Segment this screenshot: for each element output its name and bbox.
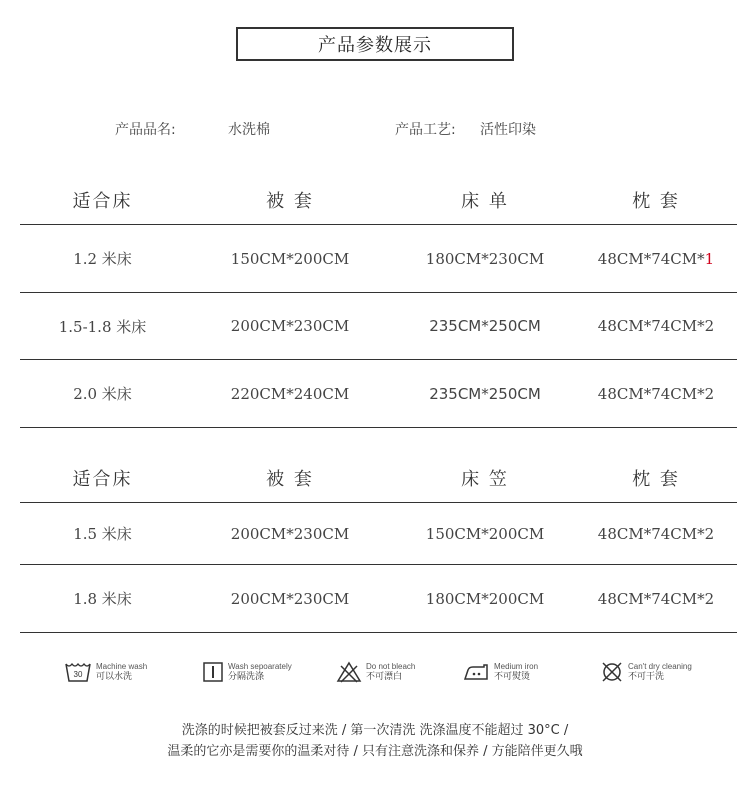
- duvet-size-cell: 150CM*200CM: [230, 249, 350, 268]
- pillowcase-size-cell: 48CM*74CM*2: [597, 589, 715, 608]
- care-cn-label: 不可漂白: [366, 672, 403, 682]
- pillowcase-size-cell: 48CM*74CM*2: [597, 524, 715, 543]
- care-note-line-1: 洗涤的时候把被套反过来洗 / 第一次清洗 洗涤温度不能超过 30°C /: [181, 723, 569, 738]
- table-header-row: [20, 454, 737, 503]
- table-row: [20, 360, 737, 428]
- duvet-size-cell: 200CM*230CM: [230, 589, 350, 608]
- medium-iron-icon: [462, 661, 490, 683]
- product-craft-label: 产品工艺:: [395, 122, 456, 138]
- wash-separately-icon: [202, 661, 224, 683]
- sheet-size-cell: 235CM*250CM: [429, 384, 541, 403]
- table-header-row: [20, 176, 737, 225]
- duvet-size-cell: 200CM*230CM: [230, 524, 350, 543]
- pillowcase-size-cell: 48CM*74CM*2: [597, 384, 715, 403]
- bed-size-cell: 1.5 米床: [73, 525, 132, 543]
- care-no-dry-cleaning: [600, 655, 692, 689]
- care-cn-label: 可以水洗: [96, 672, 133, 682]
- no-dry-cleaning-icon: [600, 660, 624, 684]
- size-table-1: [20, 176, 737, 428]
- sheet-size-cell: 235CM*250CM: [429, 317, 541, 335]
- svg-text:30: 30: [73, 670, 83, 679]
- care-cn-label: 不可干洗: [628, 672, 665, 682]
- care-medium-iron: [462, 655, 538, 689]
- duvet-size-cell: 220CM*240CM: [230, 384, 350, 403]
- header-bed-sheet: 床 单: [461, 191, 509, 212]
- header-fitted-sheet: 床 笠: [461, 469, 509, 490]
- care-en-label: Wash sepoarately: [228, 662, 292, 671]
- care-do-not-bleach: [336, 655, 415, 689]
- header-duvet-cover: 被 套: [266, 469, 314, 490]
- page-title: 产品参数展示: [236, 27, 514, 61]
- care-machine-wash: [64, 655, 147, 689]
- do-not-bleach-icon: [336, 660, 362, 684]
- pillowcase-count: 1: [704, 249, 715, 268]
- care-en-label: Machine wash: [96, 662, 148, 671]
- bed-size-cell: 1.2 米床: [73, 250, 132, 268]
- header-pillowcase: 枕 套: [632, 469, 680, 490]
- product-craft-value: 活性印染: [480, 122, 536, 138]
- table-row: [20, 565, 737, 633]
- table-row: [20, 503, 737, 565]
- care-cn-label: 不可熨烫: [494, 672, 531, 682]
- duvet-size-cell: 200CM*230CM: [230, 317, 350, 335]
- pillowcase-size-cell: [575, 225, 737, 292]
- product-name-value: 水洗棉: [228, 122, 270, 138]
- table-row: [20, 225, 737, 293]
- sheet-size-cell: 180CM*230CM: [425, 249, 545, 268]
- header-bed-size: 适合床: [72, 191, 133, 212]
- product-name-label: 产品品名:: [115, 122, 176, 138]
- header-duvet-cover: 被 套: [266, 191, 314, 212]
- header-bed-size: 适合床: [72, 469, 133, 490]
- bed-size-cell: 1.8 米床: [73, 590, 132, 608]
- pillowcase-size-cell: 48CM*74CM*2: [597, 317, 715, 335]
- fitted-sheet-size-cell: 150CM*200CM: [425, 524, 545, 543]
- care-en-label: Do not bleach: [366, 662, 416, 671]
- care-note-line-2: 温柔的它亦是需要你的温柔对待 / 只有注意洗涤和保养 / 方能陪伴更久哦: [167, 744, 583, 759]
- header-pillowcase: 枕 套: [632, 191, 680, 212]
- care-wash-separately: [202, 655, 292, 689]
- bed-size-cell: 2.0 米床: [73, 385, 132, 403]
- care-cn-label: 分隔洗涤: [228, 672, 265, 682]
- size-table-2: [20, 454, 737, 633]
- care-en-label: Can't dry cleaning: [628, 662, 692, 671]
- fitted-sheet-size-cell: 180CM*200CM: [425, 589, 545, 608]
- table-row: [20, 293, 737, 360]
- bed-size-cell: 1.5-1.8 米床: [58, 317, 147, 336]
- pillowcase-size-text: 48CM*74CM*: [597, 249, 705, 268]
- care-en-label: Medium iron: [494, 662, 539, 671]
- machine-wash-30-icon: [64, 660, 92, 684]
